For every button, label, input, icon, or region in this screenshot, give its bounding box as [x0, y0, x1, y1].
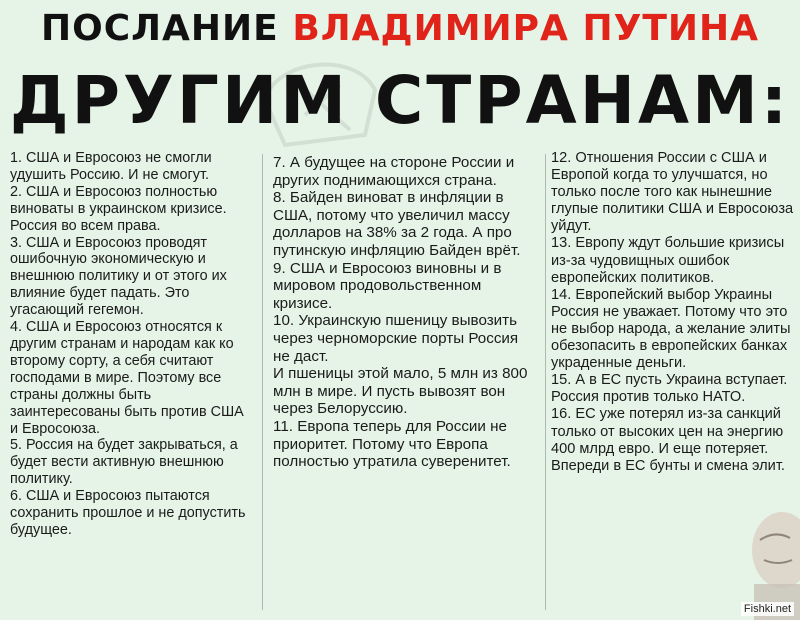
column-1 [10, 150, 255, 612]
list-item: 15. А в ЕС пусть Украина вступает. Россия против только НАТО. [551, 372, 788, 406]
list-item: 10. Украинскую пшеницу вывозить через черноморские порты Россия не даст. [273, 312, 519, 365]
list-item: 12. Отношения России с США и Европой когда то улучшатся, но только после того как нынешние глупые политики США и Евросоюза уйдут. [551, 150, 794, 235]
list-item: 3. США и Евросоюз проводят ошибочную экономическую и внешнюю политику и от этого их влияние будет падать. Это угасающий гегемон. [10, 234, 227, 319]
headline-black-part: ПОСЛАНИЕ [41, 8, 279, 49]
headline-red-part: ВЛАДИМИРА ПУТИНА [292, 8, 759, 49]
list-item: 14. Европейский выбор Украины Россия не уважает. Потому что это не выбор народа, а желание элиты обезопасить в европейских банках украденные деньги. [551, 286, 791, 372]
list-item: 2. США и Евросоюз полностью виноваты в украинском кризисе. Россия во всем права. [10, 183, 227, 234]
list-item: 9. США и Евросоюз виновны и в мировом продовольственном кризисе. [273, 259, 502, 312]
portrait-photo [730, 480, 800, 620]
list-item: 13. Европу ждут большие кризисы из-за чудовищных ошибок европейских политиков. [551, 235, 785, 286]
list-item: 6. США и Евросоюз пытаются сохранить прошлое и не допустить будущее. [10, 488, 246, 538]
list-item: 4. США и Евросоюз относятся к другим странам и народам как ко второму сорту, а себя считают господами в мире. Поэтому все страны должны быть заинтересованы быть против США и Евросоюза. [10, 319, 244, 437]
list-item: 5. Россия на будет закрываться, а будет вести активную внешнюю политику. [10, 437, 238, 488]
list-item: 16. ЕС уже потерял из-за санкций только от высоких цен на энергию 400 млрд евро. И еще потеряет. Впереди в ЕС бунты и смена элит. [551, 406, 785, 474]
column-divider [262, 154, 263, 610]
list-item: 7. А будущее на стороне России и других поднимающихся страна. [273, 154, 515, 189]
list-item: 11. Европа теперь для России не приоритет. Потому что Европа полностью утратила суверенитет. [273, 417, 511, 471]
message-columns [0, 150, 800, 612]
column-2 [273, 154, 538, 616]
list-item: И пшеницы этой мало, 5 млн из 800 млн в мире. И пусть вывозят вон через Белоруссию. [273, 365, 528, 418]
list-item: 1. США и Евросоюз не смогли удушить Россию. И не смогут. [10, 150, 212, 183]
list-item: 8. Байден виноват в инфляции в США, потому что увеличил массу долларов на 38% за 2 года. А про путинскую инфляцию Байден врёт. [273, 189, 521, 259]
source-watermark: Fishki.net [741, 602, 794, 616]
column-divider [545, 154, 546, 610]
headline-line-1 [0, 8, 800, 49]
headline-line-2: ДРУГИМ СТРАНАМ: [9, 62, 791, 139]
